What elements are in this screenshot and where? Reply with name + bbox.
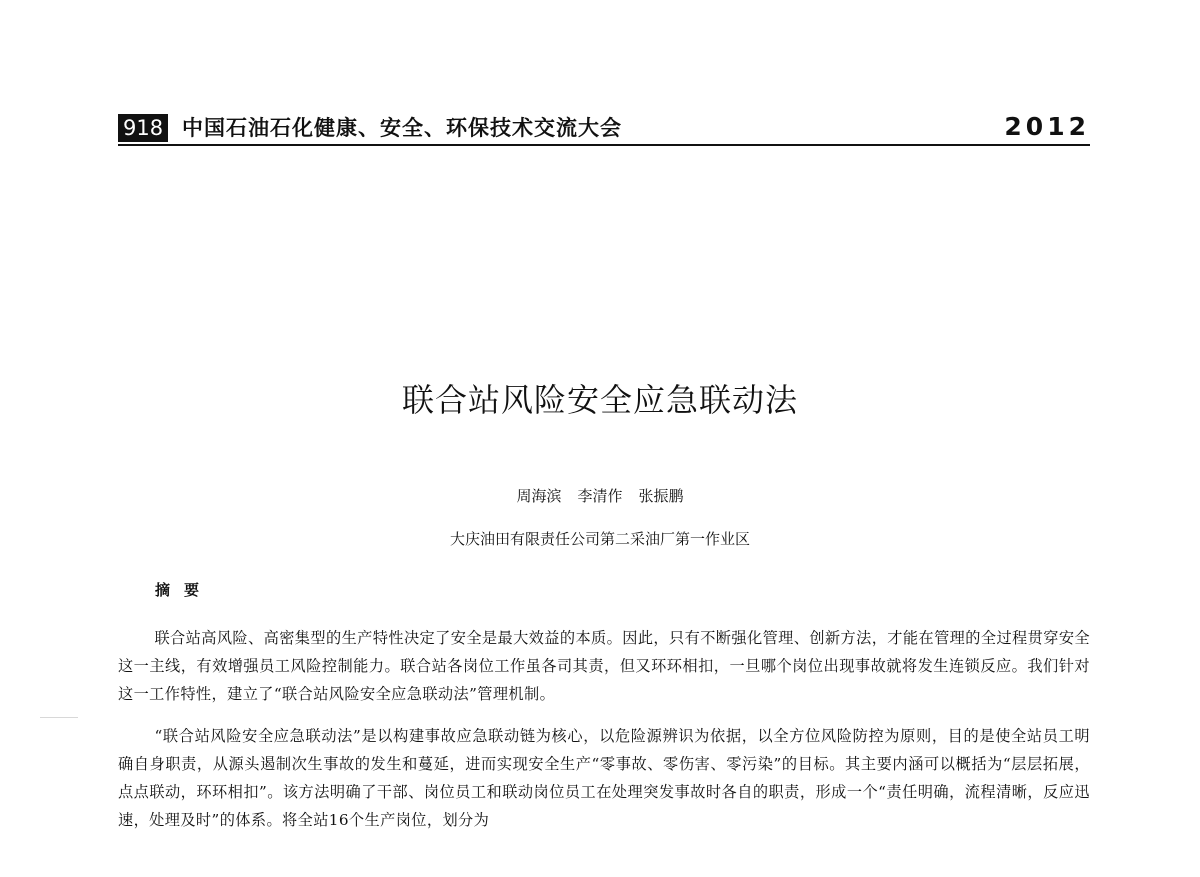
body-paragraph: “联合站风险安全应急联动法”是以构建事故应急联动链为核心，以危险源辨识为依据，以全方位风险防控为原则，目的是使全站员工明确自身职责，从源头遏制次生事故的发生和蔓延，进而实现安全生产“零事故、零伤害、零污染”的目标。其主要内涵可以概括为“层层拓展，点点联动，环环相扣”。该方法明确了干部、岗位员工和联动岗位员工在处理突发事故时各自的职责，形成一个“责任明确，流程清晰，反应迅速，处理及时”的体系。将全站16个生产岗位，划分为 bbox=[118, 727, 1090, 829]
author-name: 张振鹏 bbox=[638, 487, 684, 505]
author-affiliation: 大庆油田有限责任公司第二采油厂第一作业区 bbox=[449, 530, 750, 548]
conference-name: 中国石油石化健康、安全、环保技术交流大会 bbox=[182, 116, 622, 140]
author-name: 周海滨 bbox=[516, 487, 562, 505]
publication-year: 2012 bbox=[1004, 112, 1090, 141]
running-header bbox=[118, 108, 1090, 146]
article-title: 联合站风险安全应急联动法 bbox=[401, 381, 798, 419]
abstract-heading: 摘要 bbox=[155, 581, 214, 599]
author-list bbox=[0, 484, 1200, 508]
scan-artifact-line bbox=[40, 717, 78, 718]
page-number: 918 bbox=[118, 114, 168, 142]
author-name: 李清作 bbox=[577, 487, 623, 505]
body-paragraph: 联合站高风险、高密集型的生产特性决定了安全是最大效益的本质。因此，只有不断强化管理、创新方法，才能在管理的全过程贯穿安全这一主线，有效增强员工风险控制能力。联合站各岗位工作虽各司其责，但又环环相扣，一旦哪个岗位出现事故就将发生连锁反应。我们针对这一工作特性，建立了“联合站风险安全应急联动法”管理机制。 bbox=[118, 629, 1090, 703]
abstract-body bbox=[118, 624, 1090, 848]
